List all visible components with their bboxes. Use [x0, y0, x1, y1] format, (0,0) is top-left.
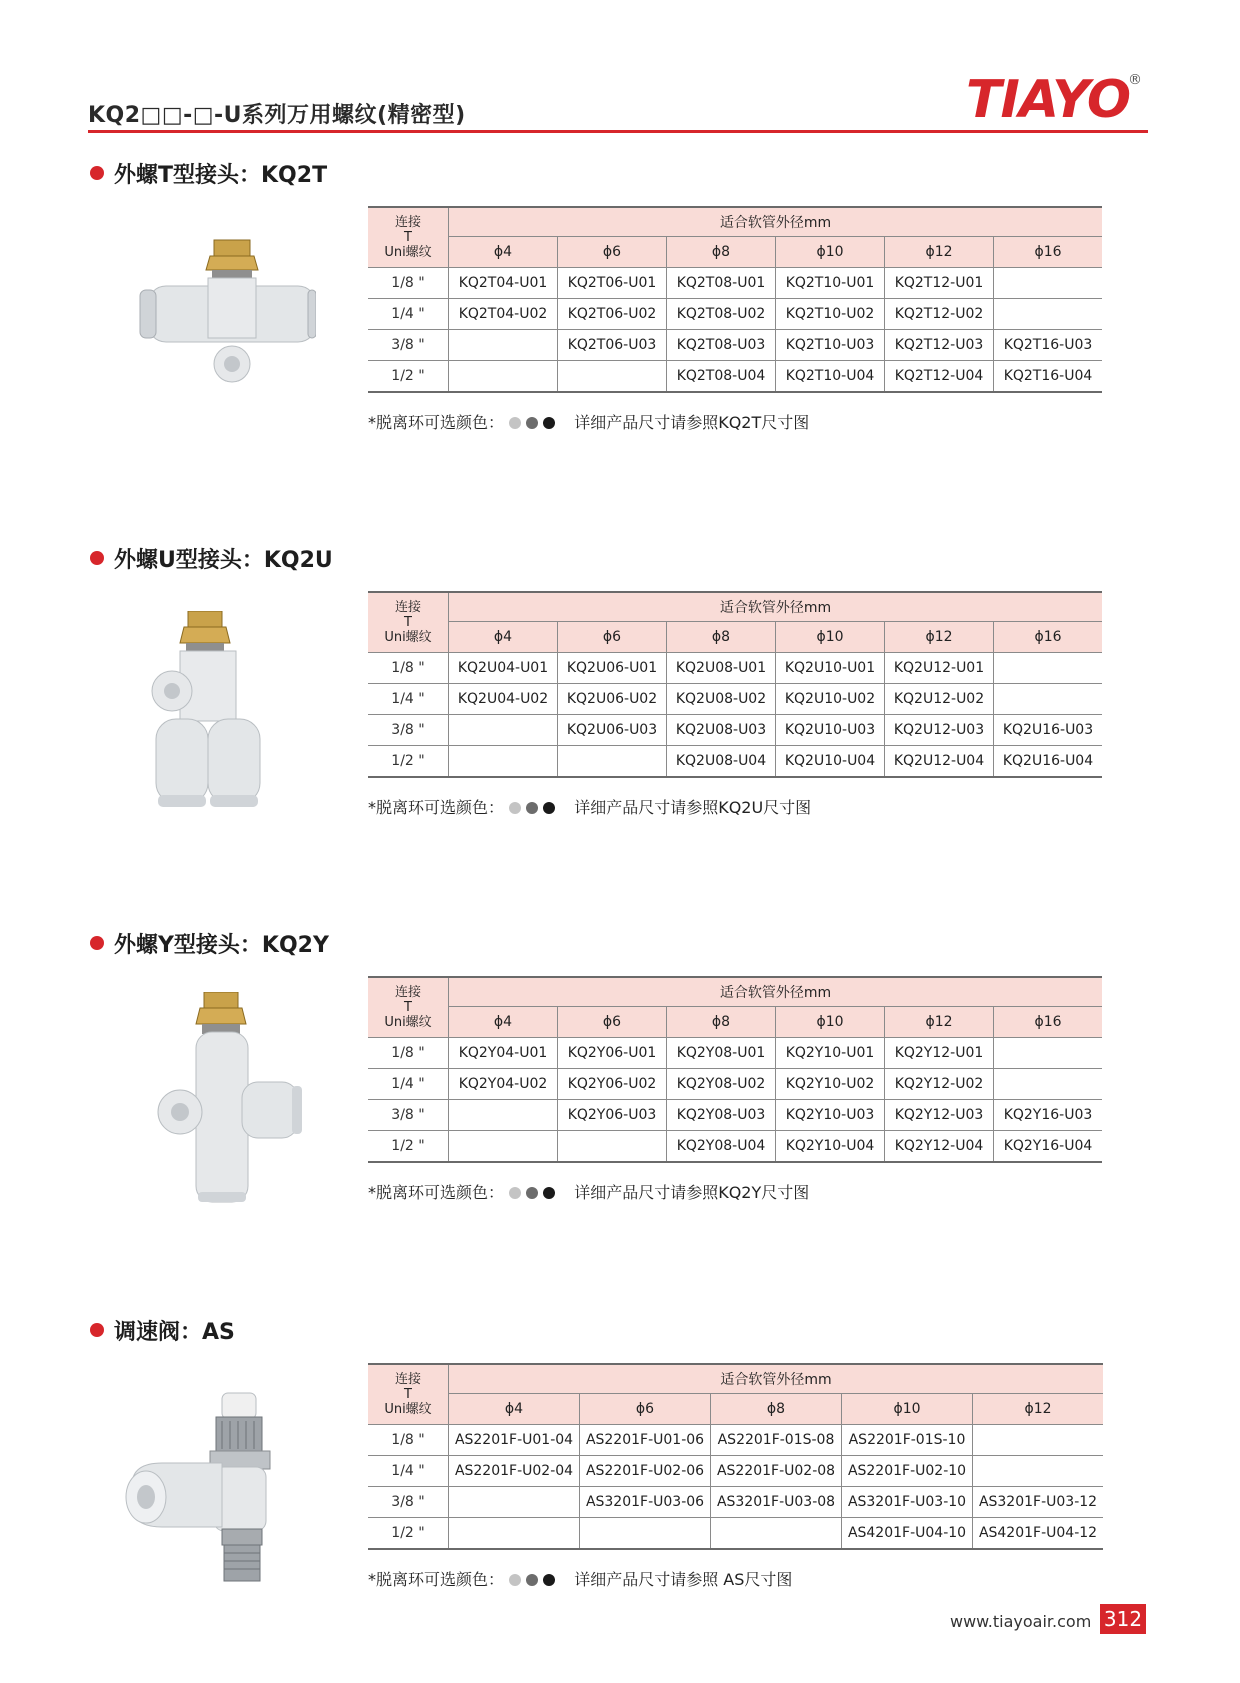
part-number: [449, 1487, 580, 1518]
part-number: KQ2Y08-U03: [667, 1100, 776, 1131]
black-dot-icon: [543, 417, 555, 429]
part-number: KQ2U12-U02: [885, 684, 994, 715]
column-header: ϕ8: [667, 1007, 776, 1038]
part-number: [994, 299, 1103, 330]
logo-text: TIAYO: [966, 70, 1131, 130]
part-number: KQ2Y12-U02: [885, 1069, 994, 1100]
part-number: [994, 1069, 1103, 1100]
part-number: AS2201F-U02-06: [580, 1456, 711, 1487]
part-number: KQ2Y06-U01: [558, 1038, 667, 1069]
connection-header: 连接 T Uni螺纹: [368, 207, 449, 268]
part-number: KQ2U10-U04: [776, 746, 885, 778]
table-row: [368, 1069, 1102, 1100]
color-note: [368, 410, 809, 433]
column-header: ϕ12: [885, 1007, 994, 1038]
part-number: KQ2T12-U01: [885, 268, 994, 299]
part-number: AS2201F-U02-10: [842, 1456, 973, 1487]
part-number: KQ2Y04-U02: [449, 1069, 558, 1100]
color-note: [368, 1567, 792, 1590]
part-number: KQ2U16-U04: [994, 746, 1103, 778]
part-number: AS3201F-U03-10: [842, 1487, 973, 1518]
table-row: [368, 1100, 1102, 1131]
part-number: KQ2U04-U01: [449, 653, 558, 684]
bullet-icon: [90, 936, 104, 950]
column-header: ϕ6: [580, 1394, 711, 1425]
dark-gray-dot-icon: [526, 417, 538, 429]
part-number: KQ2Y10-U02: [776, 1069, 885, 1100]
thread-size: 3/8 ": [368, 1487, 449, 1518]
column-header: ϕ4: [449, 1007, 558, 1038]
part-number: KQ2T10-U02: [776, 299, 885, 330]
part-number: KQ2T08-U01: [667, 268, 776, 299]
column-header: ϕ10: [776, 237, 885, 268]
table-row: [368, 1425, 1103, 1456]
note-prefix: *脱离环可选颜色：: [368, 1570, 505, 1589]
part-number: [994, 268, 1103, 299]
note-prefix: *脱离环可选颜色：: [368, 798, 505, 817]
part-number: KQ2T10-U01: [776, 268, 885, 299]
kq2t-fitting-image: [126, 228, 316, 398]
column-header: ϕ12: [885, 622, 994, 653]
note-prefix: *脱离环可选颜色：: [368, 1183, 505, 1202]
thread-size: 3/8 ": [368, 715, 449, 746]
part-number: KQ2T12-U03: [885, 330, 994, 361]
part-number: [449, 746, 558, 778]
part-number: AS2201F-01S-08: [711, 1425, 842, 1456]
part-number: [711, 1518, 842, 1550]
table-row: [368, 715, 1102, 746]
section-title: 外螺U型接头：KQ2U: [114, 548, 333, 573]
section-as: [88, 1315, 1148, 1595]
page-title: KQ2□□-□-U系列万用螺纹(精密型): [88, 103, 466, 128]
part-number: KQ2Y10-U03: [776, 1100, 885, 1131]
kq2y-fitting-image: [148, 992, 308, 1204]
header-rule: [88, 130, 1148, 133]
part-number: KQ2Y08-U01: [667, 1038, 776, 1069]
part-number: KQ2T10-U04: [776, 361, 885, 393]
part-number: KQ2U10-U01: [776, 653, 885, 684]
thread-size: 1/2 ": [368, 361, 449, 393]
connection-header: 连接 T Uni螺纹: [368, 1364, 449, 1425]
light-gray-dot-icon: [509, 417, 521, 429]
table-row: [368, 1518, 1103, 1550]
column-header: ϕ6: [558, 622, 667, 653]
table-row: [368, 268, 1102, 299]
part-number: AS3201F-U03-08: [711, 1487, 842, 1518]
part-number: [994, 684, 1103, 715]
table-row: [368, 361, 1102, 393]
as-spec-table: [368, 1363, 1103, 1550]
column-header: ϕ4: [449, 237, 558, 268]
section-kq2y: [88, 928, 1148, 1208]
part-number: AS2201F-U02-08: [711, 1456, 842, 1487]
thread-size: 1/4 ": [368, 1456, 449, 1487]
part-number: KQ2U12-U01: [885, 653, 994, 684]
note-suffix: 详细产品尺寸请参照KQ2Y尺寸图: [574, 1183, 810, 1202]
part-number: KQ2U12-U03: [885, 715, 994, 746]
table-row: [368, 1456, 1103, 1487]
connection-header: 连接 T Uni螺纹: [368, 977, 449, 1038]
part-number: KQ2T12-U02: [885, 299, 994, 330]
part-number: KQ2U08-U03: [667, 715, 776, 746]
black-dot-icon: [543, 1574, 555, 1586]
table-row: [368, 330, 1102, 361]
note-suffix: 详细产品尺寸请参照KQ2U尺寸图: [574, 798, 812, 817]
part-number: KQ2U06-U03: [558, 715, 667, 746]
part-number: KQ2T06-U03: [558, 330, 667, 361]
note-prefix: *脱离环可选颜色：: [368, 413, 505, 432]
thread-size: 1/4 ": [368, 299, 449, 330]
kq2u-spec-table: [368, 591, 1102, 778]
part-number: KQ2U16-U03: [994, 715, 1103, 746]
column-header: ϕ16: [994, 1007, 1103, 1038]
tube-od-header: 适合软管外径mm: [449, 207, 1103, 237]
part-number: AS4201F-U04-12: [973, 1518, 1104, 1550]
bullet-icon: [90, 166, 104, 180]
part-number: KQ2Y16-U03: [994, 1100, 1103, 1131]
black-dot-icon: [543, 1187, 555, 1199]
column-header: ϕ6: [558, 237, 667, 268]
thread-size: 1/8 ": [368, 268, 449, 299]
table-row: [368, 746, 1102, 778]
section-title: 外螺Y型接头：KQ2Y: [114, 933, 329, 958]
connection-header: 连接 T Uni螺纹: [368, 592, 449, 653]
part-number: KQ2U10-U02: [776, 684, 885, 715]
tube-od-header: 适合软管外径mm: [449, 592, 1103, 622]
tube-od-header: 适合软管外径mm: [449, 977, 1103, 1007]
table-row: [368, 653, 1102, 684]
note-suffix: 详细产品尺寸请参照KQ2T尺寸图: [574, 413, 810, 432]
part-number: AS4201F-U04-10: [842, 1518, 973, 1550]
part-number: KQ2U04-U02: [449, 684, 558, 715]
section-title: 外螺T型接头：KQ2T: [114, 163, 328, 188]
part-number: AS2201F-U01-06: [580, 1425, 711, 1456]
kq2u-fitting-image: [150, 611, 270, 811]
part-number: KQ2U08-U04: [667, 746, 776, 778]
column-header: ϕ4: [449, 1394, 580, 1425]
part-number: [449, 330, 558, 361]
part-number: AS2201F-U02-04: [449, 1456, 580, 1487]
part-number: [449, 715, 558, 746]
column-header: ϕ6: [558, 1007, 667, 1038]
part-number: KQ2T16-U03: [994, 330, 1103, 361]
black-dot-icon: [543, 802, 555, 814]
part-number: KQ2T10-U03: [776, 330, 885, 361]
part-number: KQ2T12-U04: [885, 361, 994, 393]
part-number: KQ2Y08-U04: [667, 1131, 776, 1163]
column-header: ϕ8: [667, 237, 776, 268]
column-header: ϕ12: [973, 1394, 1104, 1425]
kq2y-spec-table: [368, 976, 1102, 1163]
light-gray-dot-icon: [509, 802, 521, 814]
page-number: 312: [1100, 1604, 1146, 1634]
column-header: ϕ4: [449, 622, 558, 653]
part-number: [994, 1038, 1103, 1069]
part-number: [558, 361, 667, 393]
part-number: KQ2T06-U01: [558, 268, 667, 299]
part-number: [449, 361, 558, 393]
part-number: KQ2Y12-U04: [885, 1131, 994, 1163]
column-header: ϕ16: [994, 622, 1103, 653]
thread-size: 3/8 ": [368, 1100, 449, 1131]
part-number: AS3201F-U03-06: [580, 1487, 711, 1518]
part-number: KQ2U08-U01: [667, 653, 776, 684]
part-number: KQ2U06-U02: [558, 684, 667, 715]
part-number: [558, 1131, 667, 1163]
part-number: KQ2Y16-U04: [994, 1131, 1103, 1163]
table-row: [368, 1038, 1102, 1069]
column-header: ϕ16: [994, 237, 1103, 268]
part-number: KQ2T08-U02: [667, 299, 776, 330]
column-header: ϕ8: [711, 1394, 842, 1425]
kq2t-spec-table: [368, 206, 1102, 393]
part-number: AS2201F-01S-10: [842, 1425, 973, 1456]
color-note: [368, 795, 811, 818]
table-row: [368, 1487, 1103, 1518]
part-number: KQ2U08-U02: [667, 684, 776, 715]
thread-size: 3/8 ": [368, 330, 449, 361]
table-row: [368, 1131, 1102, 1163]
part-number: KQ2Y12-U03: [885, 1100, 994, 1131]
part-number: KQ2T06-U02: [558, 299, 667, 330]
dark-gray-dot-icon: [526, 802, 538, 814]
part-number: AS3201F-U03-12: [973, 1487, 1104, 1518]
brand-logo: [966, 70, 1146, 130]
section-kq2t: [88, 158, 1148, 438]
part-number: KQ2T04-U01: [449, 268, 558, 299]
part-number: [580, 1518, 711, 1550]
column-header: ϕ12: [885, 237, 994, 268]
dark-gray-dot-icon: [526, 1187, 538, 1199]
light-gray-dot-icon: [509, 1187, 521, 1199]
website-link[interactable]: www.tiayoair.com: [950, 1612, 1092, 1631]
part-number: [994, 653, 1103, 684]
note-suffix: 详细产品尺寸请参照 AS尺寸图: [574, 1570, 793, 1589]
thread-size: 1/4 ": [368, 1069, 449, 1100]
thread-size: 1/8 ": [368, 1038, 449, 1069]
part-number: KQ2Y04-U01: [449, 1038, 558, 1069]
part-number: [449, 1518, 580, 1550]
tube-od-header: 适合软管外径mm: [449, 1364, 1104, 1394]
thread-size: 1/4 ": [368, 684, 449, 715]
part-number: KQ2U10-U03: [776, 715, 885, 746]
part-number: AS2201F-U01-04: [449, 1425, 580, 1456]
thread-size: 1/2 ": [368, 746, 449, 778]
bullet-icon: [90, 551, 104, 565]
part-number: [449, 1131, 558, 1163]
column-header: ϕ10: [776, 1007, 885, 1038]
color-note: [368, 1180, 809, 1203]
part-number: KQ2Y10-U04: [776, 1131, 885, 1163]
part-number: KQ2Y10-U01: [776, 1038, 885, 1069]
registered-mark: ®: [1128, 72, 1142, 88]
part-number: KQ2Y08-U02: [667, 1069, 776, 1100]
part-number: [558, 746, 667, 778]
table-row: [368, 684, 1102, 715]
thread-size: 1/8 ": [368, 1425, 449, 1456]
part-number: KQ2T08-U03: [667, 330, 776, 361]
thread-size: 1/2 ": [368, 1518, 449, 1550]
part-number: KQ2U06-U01: [558, 653, 667, 684]
part-number: KQ2T08-U04: [667, 361, 776, 393]
part-number: KQ2Y06-U02: [558, 1069, 667, 1100]
part-number: KQ2Y12-U01: [885, 1038, 994, 1069]
thread-size: 1/2 ": [368, 1131, 449, 1163]
part-number: KQ2Y06-U03: [558, 1100, 667, 1131]
part-number: KQ2U12-U04: [885, 746, 994, 778]
part-number: KQ2T16-U04: [994, 361, 1103, 393]
table-row: [368, 299, 1102, 330]
dark-gray-dot-icon: [526, 1574, 538, 1586]
thread-size: 1/8 ": [368, 653, 449, 684]
part-number: KQ2T04-U02: [449, 299, 558, 330]
as-speed-valve-image: [118, 1389, 318, 1589]
part-number: [973, 1456, 1104, 1487]
bullet-icon: [90, 1323, 104, 1337]
section-kq2u: [88, 543, 1148, 823]
column-header: ϕ8: [667, 622, 776, 653]
part-number: [973, 1425, 1104, 1456]
part-number: [449, 1100, 558, 1131]
column-header: ϕ10: [842, 1394, 973, 1425]
light-gray-dot-icon: [509, 1574, 521, 1586]
section-title: 调速阀：AS: [114, 1320, 235, 1345]
column-header: ϕ10: [776, 622, 885, 653]
